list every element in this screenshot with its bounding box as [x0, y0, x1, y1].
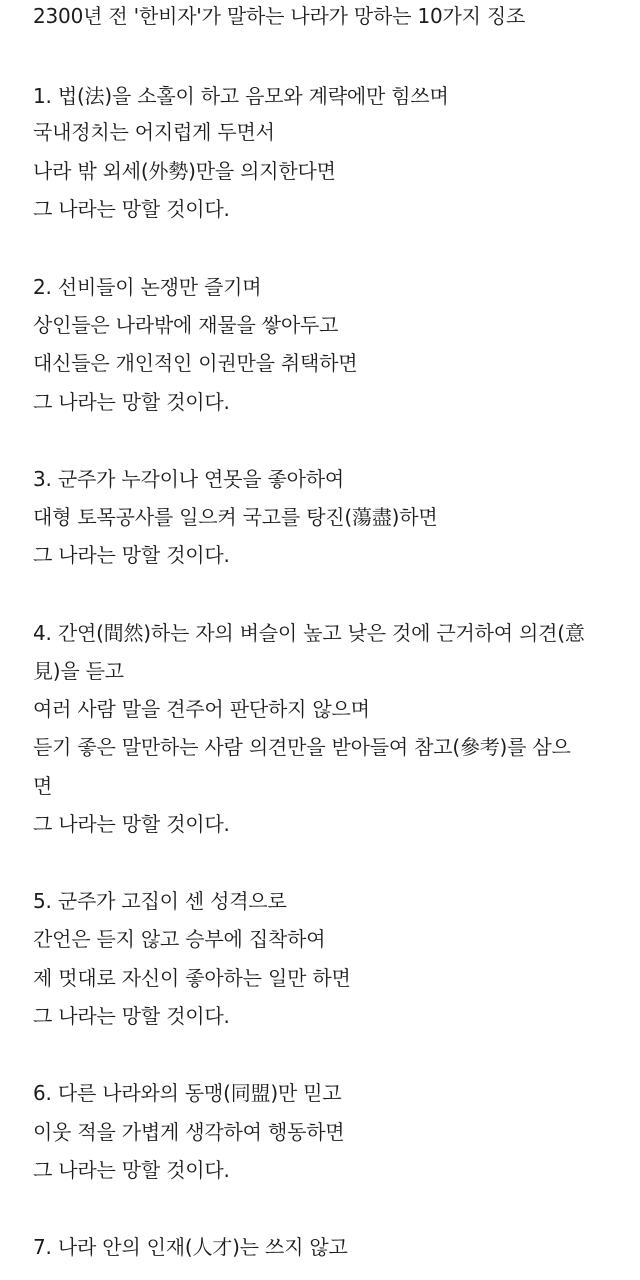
- item-1-line-4: 그 나라는 망할 것이다.: [33, 197, 230, 221]
- item-4-line-2: 見)을 듣고: [33, 659, 124, 683]
- item-4-line-6: 그 나라는 망할 것이다.: [33, 812, 230, 836]
- item-5-line-2: 간언은 듣지 않고 승부에 집착하여: [33, 927, 326, 951]
- item-3-line-3: 그 나라는 망할 것이다.: [33, 543, 230, 567]
- item-1-line-3: 나라 밖 외세(外勢)만을 의지한다면: [33, 159, 336, 183]
- item-2-line-1: 2. 선비들이 논쟁만 즐기며: [33, 275, 262, 299]
- item-5-line-1: 5. 군주가 고집이 센 성격으로: [33, 889, 287, 913]
- item-5-line-3: 제 멋대로 자신이 좋아하는 일만 하면: [33, 966, 351, 990]
- item-6-line-3: 그 나라는 망할 것이다.: [33, 1158, 230, 1182]
- item-1-line-1: 1. 법(法)을 소홀이 하고 음모와 계략에만 힘쓰며: [33, 84, 449, 108]
- item-2-line-4: 그 나라는 망할 것이다.: [33, 390, 230, 414]
- item-2-line-3: 대신들은 개인적인 이권만을 취택하면: [33, 351, 358, 375]
- item-4-line-4: 듣기 좋은 말만하는 사람 의견만을 받아들여 참고(參考)를 삼으: [33, 735, 571, 759]
- item-4-line-1: 4. 간연(間然)하는 자의 벼슬이 높고 낮은 것에 근거하여 의견(意: [33, 621, 585, 645]
- item-4-line-3: 여러 사람 말을 견주어 판단하지 않으며: [33, 697, 370, 721]
- item-3-line-2: 대형 토목공사를 일으켜 국고를 탕진(蕩盡)하면: [33, 505, 438, 529]
- document-title: 2300년 전 '한비자'가 말하는 나라가 망하는 10가지 징조: [33, 4, 526, 28]
- item-6-line-1: 6. 다른 나라와의 동맹(同盟)만 믿고: [33, 1081, 342, 1105]
- item-2-line-2: 상인들은 나라밖에 재물을 쌓아두고: [33, 313, 339, 337]
- item-1-line-2: 국내정치는 어지럽게 두면서: [33, 120, 275, 144]
- item-6-line-2: 이웃 적을 가볍게 생각하여 행동하면: [33, 1120, 345, 1144]
- item-5-line-4: 그 나라는 망할 것이다.: [33, 1004, 230, 1028]
- item-4-line-5: 면: [33, 774, 53, 798]
- item-3-line-1: 3. 군주가 누각이나 연못을 좋아하여: [33, 467, 344, 491]
- item-7-line-1: 7. 나라 안의 인재(人才)는 쓰지 않고: [33, 1235, 348, 1259]
